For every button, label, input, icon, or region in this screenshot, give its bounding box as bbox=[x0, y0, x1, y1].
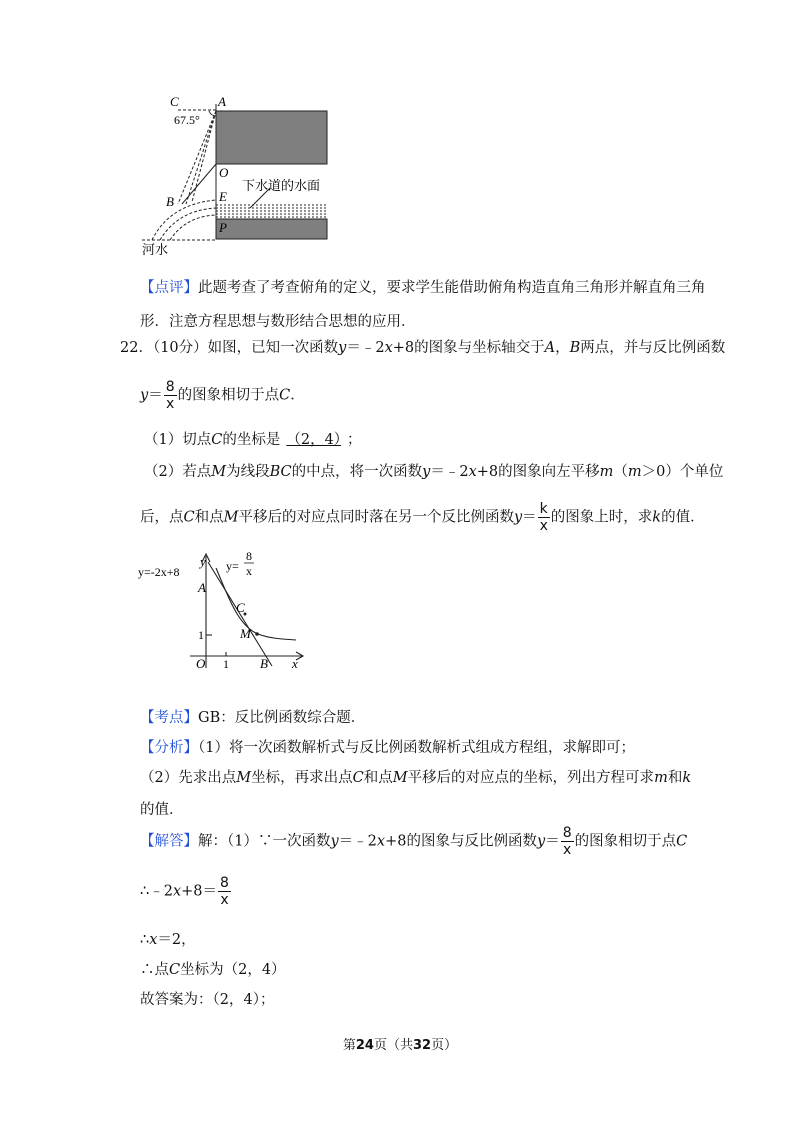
eq: ＝﹣2 bbox=[430, 464, 469, 480]
paren: （ bbox=[613, 464, 628, 480]
fenxi-tag: 【分析】 bbox=[140, 740, 198, 756]
eq: ＝﹣2 bbox=[338, 833, 377, 850]
var-B: B bbox=[569, 340, 581, 356]
p2-gt0: ＞0）个单位 bbox=[641, 464, 724, 480]
var-y: y bbox=[422, 464, 431, 480]
q22-part2-line-2 bbox=[140, 502, 705, 533]
p2-t1: 为线段 bbox=[226, 464, 270, 480]
line-label: y=-2x+8 bbox=[138, 565, 180, 579]
p2-t3: 的图象向左平移 bbox=[498, 464, 600, 480]
fenxi-text-1: （1）将一次函数解析式与反比例函数解析式组成方程组，求解即可； bbox=[198, 740, 635, 756]
var-x: x bbox=[384, 340, 393, 356]
p2-label: （2）若点 bbox=[144, 464, 212, 480]
p1-label: （1）切点 bbox=[144, 432, 212, 448]
s4: 故答案为：（2，4）； bbox=[140, 992, 275, 1008]
river-label: 河水 bbox=[142, 243, 169, 258]
fenxi-l2c: 和点 bbox=[363, 770, 393, 786]
period: ． bbox=[290, 387, 305, 404]
var-m: m bbox=[599, 464, 614, 480]
var-C: C bbox=[676, 833, 688, 850]
jieda-step-1 bbox=[140, 876, 232, 907]
fenxi-l2b: 坐标，再求出点 bbox=[251, 770, 353, 786]
curve-den: x bbox=[246, 564, 252, 578]
review-text-1: 此题考查了考查俯角的定义，要求学生能借助俯角构造直角三角形并解直角三角 bbox=[198, 280, 706, 296]
q22-t4: 的图象相切于点 bbox=[177, 387, 280, 404]
kaodian-line bbox=[140, 706, 365, 727]
var-y: y bbox=[140, 387, 149, 404]
review-line-1 bbox=[140, 276, 706, 297]
s1a: ∴﹣2 bbox=[140, 883, 173, 900]
q22-number: 22． bbox=[120, 340, 153, 356]
q22-t1: 如图，已知一次函数 bbox=[207, 340, 339, 356]
equals: ＝ bbox=[522, 509, 537, 526]
frac-num: k bbox=[539, 501, 548, 517]
var-M: M bbox=[211, 464, 227, 480]
var-C: C bbox=[352, 770, 364, 786]
frac-den: x bbox=[563, 842, 572, 858]
fenxi-line-3 bbox=[140, 798, 184, 819]
footer-post: 页） bbox=[431, 1038, 458, 1053]
var-BC: BC bbox=[269, 464, 292, 480]
point-C-label: C bbox=[236, 600, 245, 615]
fenxi-l2a: （2）先求出点 bbox=[140, 770, 237, 786]
s3b: 坐标为（2，4） bbox=[180, 962, 286, 978]
s3a: ∴点 bbox=[140, 962, 169, 978]
label-C: C bbox=[170, 94, 179, 109]
jieda-tag: 【解答】 bbox=[140, 833, 198, 850]
var-x: x bbox=[172, 883, 182, 900]
point-B-label: B bbox=[260, 656, 268, 671]
water-surface-label: 下水道的水面 bbox=[242, 179, 321, 194]
p1-end: ； bbox=[347, 432, 362, 448]
var-C: C bbox=[169, 962, 181, 978]
jieda-t1: 解：（1）∵一次函数 bbox=[198, 833, 331, 850]
curve-label: y= bbox=[226, 559, 239, 573]
p2-l2d: 的图象上时，求 bbox=[550, 509, 653, 526]
var-M: M bbox=[236, 770, 252, 786]
fraction-8-over-x bbox=[164, 380, 177, 411]
label-P: P bbox=[219, 220, 227, 235]
curve-num: 8 bbox=[246, 549, 252, 563]
p2-t2: 的中点，将一次函数 bbox=[291, 464, 423, 480]
fraction-8-over-x bbox=[561, 826, 574, 857]
fenxi-l2e: 和 bbox=[667, 770, 683, 786]
var-y: y bbox=[536, 833, 546, 850]
kaodian-text: GB：反比例函数综合题． bbox=[198, 710, 366, 726]
var-A: A bbox=[544, 340, 556, 356]
fraction-k-over-x bbox=[538, 502, 550, 533]
var-k: k bbox=[652, 509, 662, 526]
point-M-dot bbox=[255, 632, 259, 636]
s2a: ∴ bbox=[140, 932, 150, 948]
q22-t2: 的图象与坐标轴交于 bbox=[414, 340, 545, 356]
var-C: C bbox=[183, 509, 195, 526]
label-angle: 67.5° bbox=[174, 113, 200, 127]
point-A-label: A bbox=[198, 580, 206, 595]
one-y-label: 1 bbox=[198, 628, 204, 642]
label-E: E bbox=[219, 189, 227, 204]
q22-part2-line-1 bbox=[144, 460, 723, 481]
one-x-label: 1 bbox=[223, 657, 229, 671]
q22-plus8: +8 bbox=[392, 340, 415, 356]
jieda-step-3 bbox=[140, 958, 286, 979]
q22-part1 bbox=[144, 428, 362, 449]
var-M: M bbox=[392, 770, 408, 786]
comma: ， bbox=[555, 340, 570, 356]
bottom-block bbox=[216, 219, 327, 239]
var-y: y bbox=[330, 833, 339, 850]
p2-l2a: 后，点 bbox=[140, 509, 184, 526]
fenxi-l2d: 平移后的对应点的坐标，列出方程可求 bbox=[407, 770, 655, 786]
equals: ＝ bbox=[148, 387, 163, 404]
figure-function-graph bbox=[136, 548, 316, 672]
fenxi-line-2 bbox=[140, 766, 691, 787]
label-A: A bbox=[218, 94, 226, 109]
p2-l2e: 的值． bbox=[661, 509, 705, 526]
var-C: C bbox=[211, 432, 223, 448]
equals: ＝ bbox=[545, 833, 560, 850]
jieda-t3: 的图象相切于点 bbox=[574, 833, 677, 850]
var-k: k bbox=[682, 770, 692, 786]
jieda-t2: 的图象与反比例函数 bbox=[406, 833, 537, 850]
var-x: x bbox=[468, 464, 477, 480]
frac-den: x bbox=[166, 396, 175, 412]
frac-num: 8 bbox=[562, 825, 572, 841]
label-O: O bbox=[219, 165, 229, 180]
frac-num: 8 bbox=[165, 379, 175, 395]
y-axis-label: y bbox=[200, 554, 206, 569]
x-axis-label: x bbox=[292, 656, 298, 671]
p2-l2c: 平移后的对应点同时落在另一个反比例函数 bbox=[238, 509, 514, 526]
plus8: +8 bbox=[385, 833, 407, 850]
q22-line-2 bbox=[140, 380, 305, 411]
var-y: y bbox=[513, 509, 523, 526]
q22-score: （10分） bbox=[152, 340, 208, 356]
jieda-step-2 bbox=[140, 928, 196, 949]
var-y: y bbox=[338, 340, 347, 356]
fraction-8-over-x bbox=[218, 876, 231, 907]
review-tag: 【点评】 bbox=[140, 280, 198, 296]
plus8: +8 bbox=[476, 464, 499, 480]
p1-answer: （2，4） bbox=[286, 432, 342, 448]
var-m: m bbox=[627, 464, 642, 480]
review-line-2 bbox=[140, 310, 416, 331]
var-x: x bbox=[376, 833, 386, 850]
fenxi-text-3: 的值． bbox=[140, 802, 184, 818]
s1b: +8＝ bbox=[181, 883, 218, 900]
var-m: m bbox=[654, 770, 668, 786]
building-block bbox=[216, 111, 327, 164]
q22-eq: ＝﹣2 bbox=[346, 340, 385, 356]
footer-total-pages: 32 bbox=[413, 1038, 432, 1053]
figure-sewer-diagram bbox=[130, 92, 340, 264]
label-B: B bbox=[166, 194, 174, 209]
var-C: C bbox=[279, 387, 291, 404]
page-footer bbox=[0, 1034, 800, 1053]
p1-text: 的坐标是 bbox=[222, 432, 281, 448]
hyperbola-curve bbox=[216, 568, 296, 640]
q22-line-1 bbox=[120, 336, 725, 357]
frac-den: x bbox=[220, 892, 229, 908]
footer-pre: 第 bbox=[342, 1038, 356, 1053]
q22-t3: 两点，并与反比例函数 bbox=[580, 340, 726, 356]
footer-page-number: 24 bbox=[355, 1038, 374, 1053]
jieda-line-1 bbox=[140, 826, 687, 857]
frac-den: x bbox=[539, 518, 548, 534]
point-M-label: M bbox=[240, 626, 251, 641]
var-M: M bbox=[223, 509, 239, 526]
p2-l2b: 和点 bbox=[194, 509, 224, 526]
s2b: ＝2， bbox=[157, 932, 196, 948]
fenxi-line-1 bbox=[140, 736, 635, 757]
footer-mid: 页（共 bbox=[373, 1038, 413, 1053]
review-text-2: 形．注意方程思想与数形结合思想的应用． bbox=[140, 314, 416, 330]
origin-label: O bbox=[196, 656, 206, 671]
jieda-step-4 bbox=[140, 988, 274, 1009]
kaodian-tag: 【考点】 bbox=[140, 710, 198, 726]
frac-num: 8 bbox=[220, 875, 229, 891]
var-x: x bbox=[149, 932, 158, 948]
